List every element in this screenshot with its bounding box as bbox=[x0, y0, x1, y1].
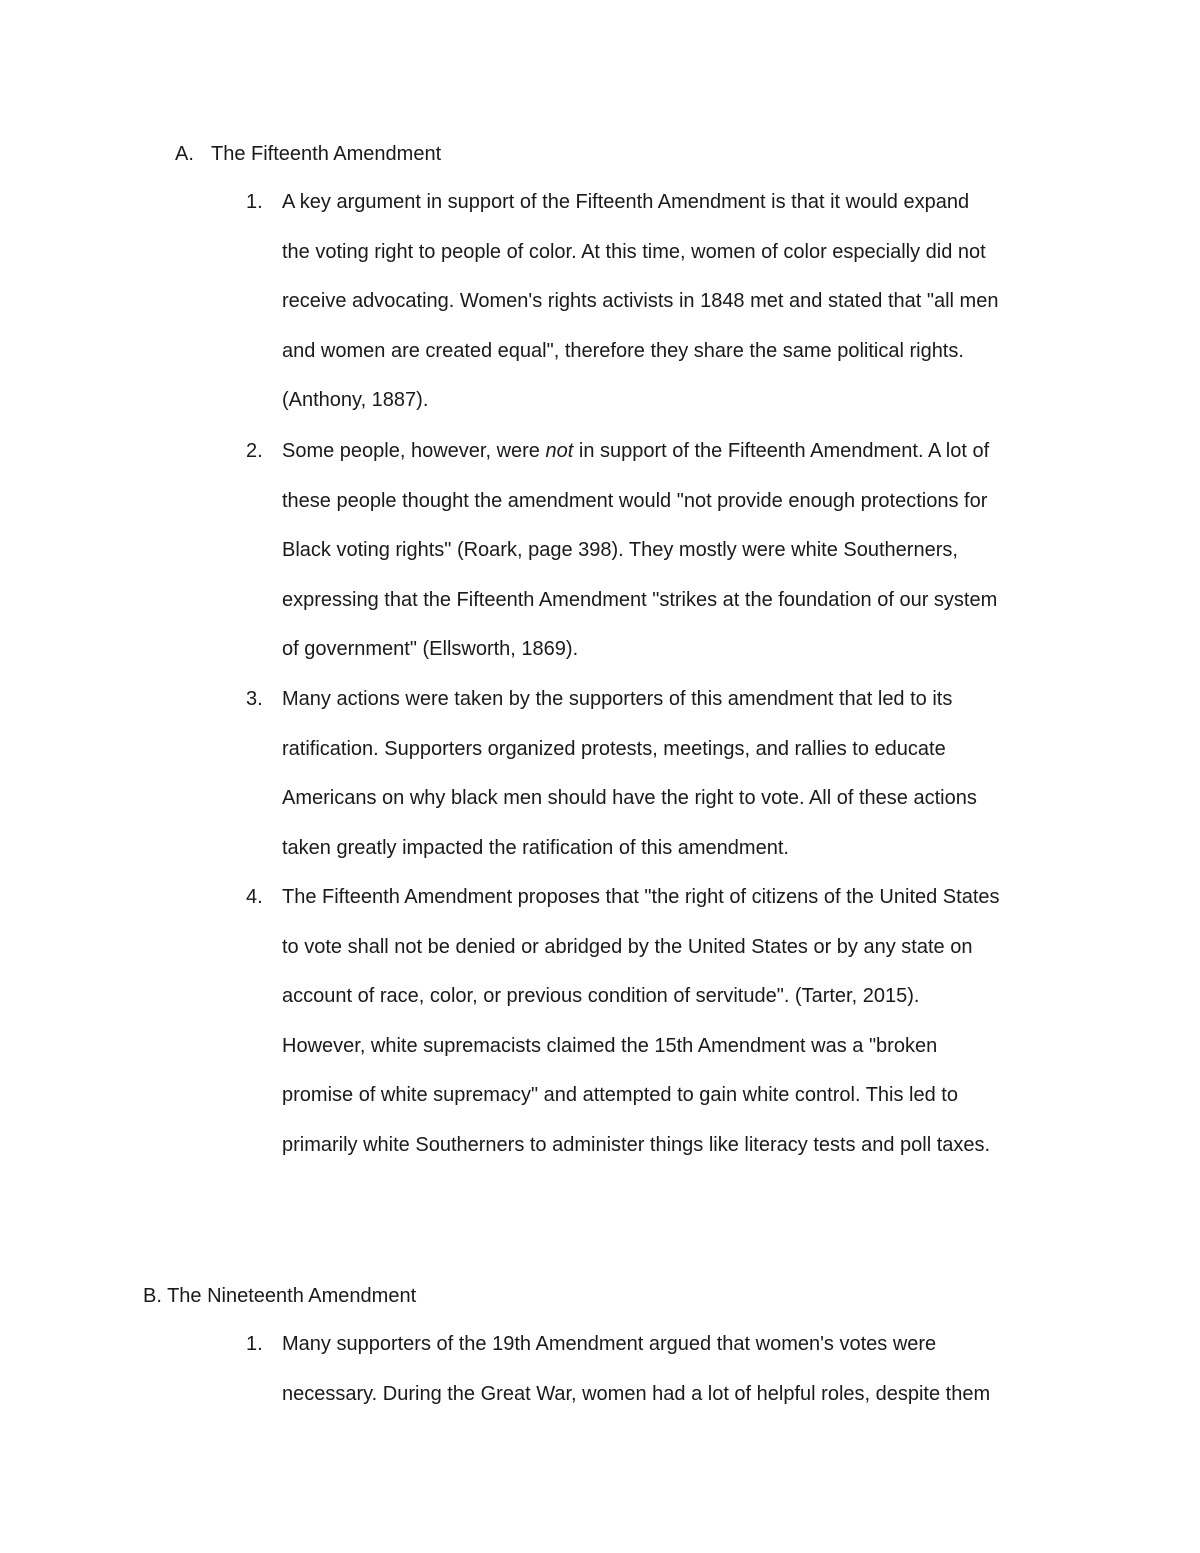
text-line: expressing that the Fifteenth Amendment "strikes at the foundation of our system bbox=[282, 588, 998, 611]
text-line: Many actions were taken by the supporters of this amendment that led to its bbox=[282, 688, 953, 710]
text-line: necessary. During the Great War, women had a lot of helpful roles, despite them bbox=[282, 1382, 991, 1405]
list-item bbox=[246, 427, 1066, 675]
list-item-number: 1. bbox=[246, 1333, 263, 1355]
text-line: to vote shall not be denied or abridged by the United States or by any state on bbox=[282, 935, 973, 958]
list-item bbox=[246, 873, 1066, 1170]
text-line: A key argument in support of the Fifteenth Amendment is that it would expand bbox=[282, 191, 970, 213]
text-line: receive advocating. Women's rights activists in 1848 met and stated that "all men bbox=[282, 290, 999, 312]
text-line: Black voting rights" (Roark, page 398). They mostly were white Southerners, bbox=[282, 539, 958, 561]
text-line: Many supporters of the 19th Amendment argued that women's votes were bbox=[282, 1333, 937, 1355]
list-item bbox=[246, 1320, 1066, 1419]
text-line: The Fifteenth Amendment proposes that "the right of citizens of the United States bbox=[282, 886, 1000, 908]
emphasis-text: not bbox=[545, 440, 574, 462]
text-line: account of race, color, or previous condition of servitude". (Tarter, 2015). bbox=[282, 985, 920, 1007]
text-line: promise of white supremacy" and attempted to gain white control. This led to bbox=[282, 1084, 958, 1106]
section-b-heading: B. The Nineteenth Amendment bbox=[143, 1285, 417, 1307]
list-item-number: 1. bbox=[246, 191, 263, 213]
text-line: of government" (Ellsworth, 1869). bbox=[282, 638, 579, 660]
text-run: Some people, however, were bbox=[282, 440, 546, 462]
text-line: these people thought the amendment would "not provide enough protections for bbox=[282, 489, 988, 512]
text-line: primarily white Southerners to administer things like literacy tests and poll taxes. bbox=[282, 1133, 991, 1156]
section-a-title: The Fifteenth Amendment bbox=[211, 143, 442, 165]
text-line: ratification. Supporters organized protests, meetings, and rallies to educate bbox=[282, 737, 946, 760]
text-line bbox=[282, 427, 1066, 477]
section-a-label: A. bbox=[175, 143, 194, 165]
text-line: taken greatly impacted the ratification of this amendment. bbox=[282, 836, 789, 859]
text-line: and women are created equal", therefore they share the same political rights. bbox=[282, 339, 964, 362]
text-line: (Anthony, 1887). bbox=[282, 389, 429, 411]
list-item-number: 3. bbox=[246, 688, 263, 710]
list-item bbox=[246, 178, 1066, 426]
list-item-number: 2. bbox=[246, 440, 263, 462]
list-item bbox=[246, 675, 1066, 873]
text-run: in support of the Fifteenth Amendment. A lot of bbox=[573, 440, 990, 462]
section-a-heading bbox=[175, 142, 441, 166]
text-line: However, white supremacists claimed the 15th Amendment was a "broken bbox=[282, 1034, 938, 1057]
text-line: Americans on why black men should have the right to vote. All of these actions bbox=[282, 787, 977, 809]
list-item-number: 4. bbox=[246, 886, 263, 908]
text-line: the voting right to people of color. At this time, women of color especially did not bbox=[282, 240, 986, 263]
